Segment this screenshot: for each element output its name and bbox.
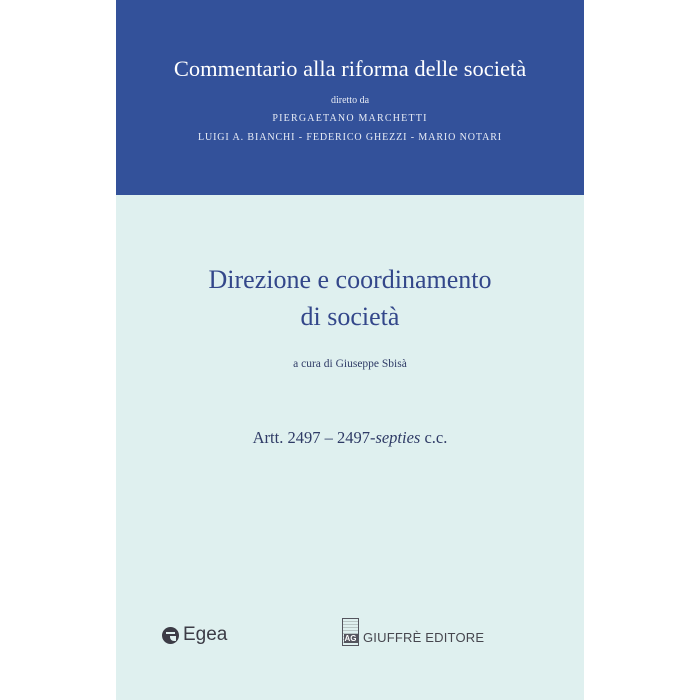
articles-reference [116, 428, 584, 448]
articles-suffix: c.c. [420, 428, 448, 447]
articles-prefix: Artt. 2497 – 2497- [252, 428, 376, 447]
series-editor: PIERGAETANO MARCHETTI [272, 113, 428, 124]
directed-by-label: diretto da [330, 95, 370, 106]
giuffre-logo-icon [342, 618, 359, 646]
egea-label: Egea [183, 624, 228, 645]
giuffre-label: GIUFFRÈ EDITORE [363, 630, 485, 645]
series-band [116, 0, 584, 195]
giuffre-mark: AG [344, 634, 357, 643]
giuffre-publisher-logo [342, 618, 484, 646]
curator-credit: a cura di Giuseppe Sbisà [293, 358, 407, 370]
articles-italic: septies [375, 428, 421, 447]
book-title-line-1: Direzione e coordinamento [208, 265, 492, 294]
book-title-line-2: di società [300, 302, 400, 331]
series-coeditors: LUIGI A. BIANCHI - FEDERICO GHEZZI - MARIO NOTARI [197, 132, 503, 143]
egea-logo-icon [162, 627, 179, 644]
series-title: Commentario alla riforma delle società [173, 56, 527, 81]
egea-publisher-logo [162, 623, 227, 647]
book-cover [116, 0, 584, 700]
